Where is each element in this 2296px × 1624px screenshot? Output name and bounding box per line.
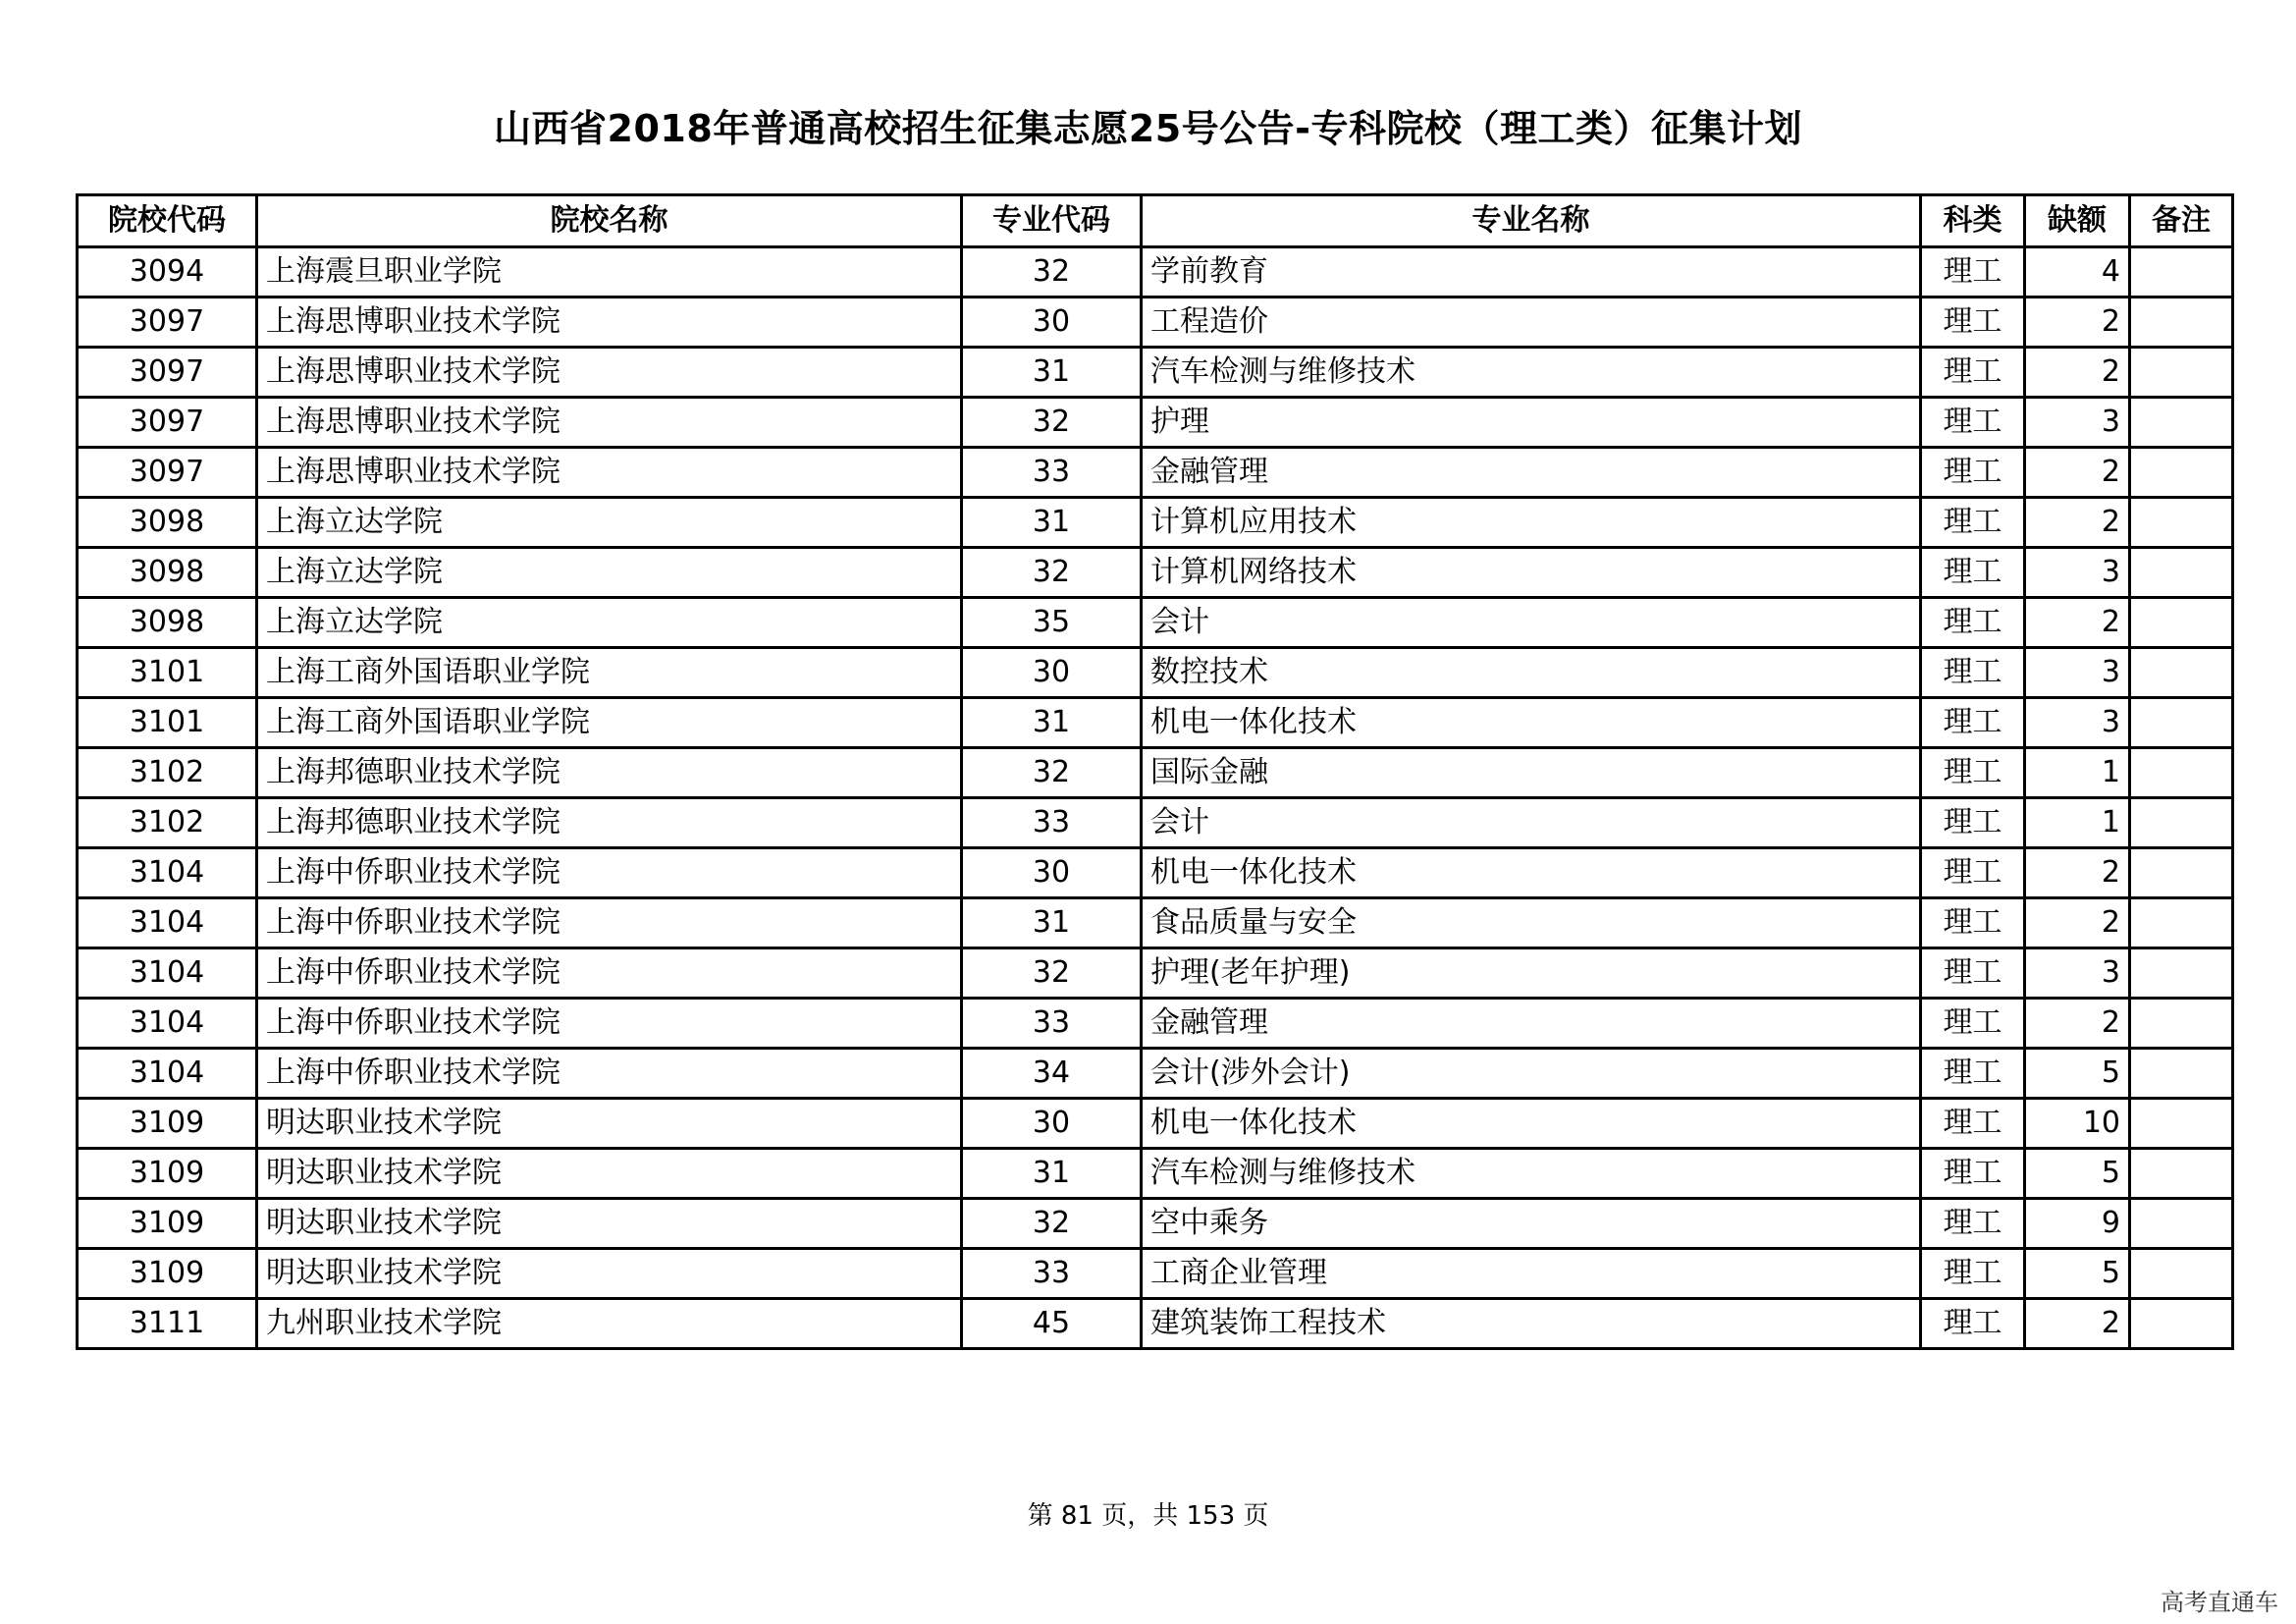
cell-note bbox=[2130, 448, 2233, 498]
cell-vacancy: 2 bbox=[2025, 898, 2130, 948]
table-row bbox=[78, 1249, 2233, 1299]
cell-vacancy: 2 bbox=[2025, 448, 2130, 498]
table-row bbox=[78, 848, 2233, 898]
cell-major-name: 护理 bbox=[1142, 398, 1921, 448]
cell-category: 理工 bbox=[1921, 698, 2025, 748]
cell-vacancy: 2 bbox=[2025, 1299, 2130, 1349]
cell-school-name: 上海立达学院 bbox=[257, 548, 962, 598]
table-row bbox=[78, 298, 2233, 348]
cell-school-name: 明达职业技术学院 bbox=[257, 1099, 962, 1149]
cell-major-code: 31 bbox=[962, 1149, 1142, 1199]
cell-category: 理工 bbox=[1921, 498, 2025, 548]
cell-vacancy: 3 bbox=[2025, 948, 2130, 999]
header-major-name: 专业名称 bbox=[1142, 195, 1921, 247]
cell-major-code: 30 bbox=[962, 648, 1142, 698]
cell-category: 理工 bbox=[1921, 1199, 2025, 1249]
cell-note bbox=[2130, 798, 2233, 848]
cell-vacancy: 3 bbox=[2025, 648, 2130, 698]
cell-category: 理工 bbox=[1921, 898, 2025, 948]
cell-major-name: 空中乘务 bbox=[1142, 1199, 1921, 1249]
page-title: 山西省2018年普通高校招生征集志愿25号公告-专科院校（理工类）征集计划 bbox=[494, 107, 1802, 150]
cell-major-code: 32 bbox=[962, 748, 1142, 798]
cell-vacancy: 5 bbox=[2025, 1149, 2130, 1199]
cell-vacancy: 1 bbox=[2025, 798, 2130, 848]
cell-school-code: 3101 bbox=[78, 648, 257, 698]
cell-note bbox=[2130, 498, 2233, 548]
cell-school-name: 上海思博职业技术学院 bbox=[257, 448, 962, 498]
page-footer: 第 81 页，共 153 页 bbox=[1027, 1501, 1269, 1531]
cell-school-name: 明达职业技术学院 bbox=[257, 1199, 962, 1249]
cell-major-name: 会计 bbox=[1142, 798, 1921, 848]
header-school-name: 院校名称 bbox=[257, 195, 962, 247]
cell-major-name: 金融管理 bbox=[1142, 999, 1921, 1049]
cell-school-code: 3104 bbox=[78, 848, 257, 898]
cell-school-name: 上海中侨职业技术学院 bbox=[257, 948, 962, 999]
cell-major-name: 工商企业管理 bbox=[1142, 1249, 1921, 1299]
cell-major-name: 机电一体化技术 bbox=[1142, 698, 1921, 748]
cell-category: 理工 bbox=[1921, 1049, 2025, 1099]
cell-school-name: 上海工商外国语职业学院 bbox=[257, 698, 962, 748]
cell-category: 理工 bbox=[1921, 1149, 2025, 1199]
cell-vacancy: 2 bbox=[2025, 848, 2130, 898]
cell-category: 理工 bbox=[1921, 648, 2025, 698]
cell-major-name: 计算机网络技术 bbox=[1142, 548, 1921, 598]
cell-note bbox=[2130, 948, 2233, 999]
header-category: 科类 bbox=[1921, 195, 2025, 247]
cell-major-code: 31 bbox=[962, 698, 1142, 748]
cell-note bbox=[2130, 247, 2233, 298]
cell-school-code: 3097 bbox=[78, 448, 257, 498]
cell-vacancy: 9 bbox=[2025, 1199, 2130, 1249]
cell-note bbox=[2130, 999, 2233, 1049]
cell-major-name: 食品质量与安全 bbox=[1142, 898, 1921, 948]
cell-school-name: 上海震旦职业学院 bbox=[257, 247, 962, 298]
cell-school-code: 3098 bbox=[78, 548, 257, 598]
cell-category: 理工 bbox=[1921, 1249, 2025, 1299]
cell-vacancy: 2 bbox=[2025, 498, 2130, 548]
cell-school-code: 3104 bbox=[78, 1049, 257, 1099]
cell-major-code: 30 bbox=[962, 1099, 1142, 1149]
cell-major-code: 34 bbox=[962, 1049, 1142, 1099]
cell-major-code: 33 bbox=[962, 1249, 1142, 1299]
cell-note bbox=[2130, 1299, 2233, 1349]
table-row bbox=[78, 598, 2233, 648]
cell-note bbox=[2130, 1149, 2233, 1199]
cell-category: 理工 bbox=[1921, 1099, 2025, 1149]
cell-major-code: 30 bbox=[962, 298, 1142, 348]
header-note: 备注 bbox=[2130, 195, 2233, 247]
table-row bbox=[78, 898, 2233, 948]
cell-vacancy: 10 bbox=[2025, 1099, 2130, 1149]
cell-major-name: 机电一体化技术 bbox=[1142, 1099, 1921, 1149]
cell-school-name: 上海中侨职业技术学院 bbox=[257, 848, 962, 898]
cell-school-code: 3109 bbox=[78, 1199, 257, 1249]
enrollment-plan-table bbox=[76, 193, 2234, 1350]
table-header-row bbox=[78, 195, 2233, 247]
cell-school-code: 3109 bbox=[78, 1149, 257, 1199]
table-row bbox=[78, 648, 2233, 698]
cell-vacancy: 2 bbox=[2025, 348, 2130, 398]
cell-major-name: 国际金融 bbox=[1142, 748, 1921, 798]
cell-vacancy: 4 bbox=[2025, 247, 2130, 298]
cell-major-name: 数控技术 bbox=[1142, 648, 1921, 698]
cell-school-name: 上海思博职业技术学院 bbox=[257, 398, 962, 448]
cell-school-code: 3097 bbox=[78, 298, 257, 348]
cell-note bbox=[2130, 648, 2233, 698]
cell-school-name: 上海邦德职业技术学院 bbox=[257, 748, 962, 798]
cell-major-code: 33 bbox=[962, 999, 1142, 1049]
cell-note bbox=[2130, 1199, 2233, 1249]
cell-major-code: 33 bbox=[962, 798, 1142, 848]
cell-vacancy: 3 bbox=[2025, 548, 2130, 598]
cell-major-code: 31 bbox=[962, 348, 1142, 398]
cell-major-name: 工程造价 bbox=[1142, 298, 1921, 348]
cell-category: 理工 bbox=[1921, 948, 2025, 999]
cell-school-code: 3098 bbox=[78, 598, 257, 648]
table-row bbox=[78, 348, 2233, 398]
table-row bbox=[78, 1099, 2233, 1149]
cell-major-name: 建筑装饰工程技术 bbox=[1142, 1299, 1921, 1349]
cell-vacancy: 1 bbox=[2025, 748, 2130, 798]
cell-note bbox=[2130, 848, 2233, 898]
cell-major-code: 32 bbox=[962, 247, 1142, 298]
cell-note bbox=[2130, 1099, 2233, 1149]
cell-school-code: 3097 bbox=[78, 348, 257, 398]
cell-category: 理工 bbox=[1921, 398, 2025, 448]
table-row bbox=[78, 498, 2233, 548]
table-row bbox=[78, 1299, 2233, 1349]
cell-category: 理工 bbox=[1921, 748, 2025, 798]
cell-school-code: 3109 bbox=[78, 1249, 257, 1299]
cell-major-code: 32 bbox=[962, 1199, 1142, 1249]
cell-note bbox=[2130, 348, 2233, 398]
watermark: 高考直通车 bbox=[2161, 1589, 2278, 1616]
cell-major-code: 45 bbox=[962, 1299, 1142, 1349]
cell-school-name: 上海立达学院 bbox=[257, 498, 962, 548]
cell-school-code: 3109 bbox=[78, 1099, 257, 1149]
cell-major-code: 31 bbox=[962, 898, 1142, 948]
cell-school-code: 3104 bbox=[78, 999, 257, 1049]
cell-major-name: 金融管理 bbox=[1142, 448, 1921, 498]
cell-major-name: 会计 bbox=[1142, 598, 1921, 648]
cell-category: 理工 bbox=[1921, 798, 2025, 848]
table-row bbox=[78, 398, 2233, 448]
cell-vacancy: 2 bbox=[2025, 298, 2130, 348]
cell-school-code: 3094 bbox=[78, 247, 257, 298]
header-major-code: 专业代码 bbox=[962, 195, 1142, 247]
cell-note bbox=[2130, 1249, 2233, 1299]
table-row bbox=[78, 448, 2233, 498]
cell-category: 理工 bbox=[1921, 348, 2025, 398]
header-vacancy: 缺额 bbox=[2025, 195, 2130, 247]
table-row bbox=[78, 698, 2233, 748]
table-row bbox=[78, 748, 2233, 798]
table-row bbox=[78, 548, 2233, 598]
table-row bbox=[78, 247, 2233, 298]
cell-note bbox=[2130, 548, 2233, 598]
cell-major-code: 32 bbox=[962, 948, 1142, 999]
cell-school-code: 3098 bbox=[78, 498, 257, 548]
cell-school-name: 上海立达学院 bbox=[257, 598, 962, 648]
cell-note bbox=[2130, 598, 2233, 648]
cell-category: 理工 bbox=[1921, 1299, 2025, 1349]
cell-major-code: 32 bbox=[962, 398, 1142, 448]
cell-note bbox=[2130, 898, 2233, 948]
cell-school-name: 上海邦德职业技术学院 bbox=[257, 798, 962, 848]
cell-vacancy: 5 bbox=[2025, 1049, 2130, 1099]
cell-school-code: 3101 bbox=[78, 698, 257, 748]
table-row bbox=[78, 1149, 2233, 1199]
cell-school-code: 3104 bbox=[78, 898, 257, 948]
cell-vacancy: 5 bbox=[2025, 1249, 2130, 1299]
cell-note bbox=[2130, 1049, 2233, 1099]
cell-school-name: 上海思博职业技术学院 bbox=[257, 348, 962, 398]
cell-school-code: 3097 bbox=[78, 398, 257, 448]
table-row bbox=[78, 1199, 2233, 1249]
cell-major-name: 学前教育 bbox=[1142, 247, 1921, 298]
cell-major-name: 计算机应用技术 bbox=[1142, 498, 1921, 548]
cell-school-name: 上海思博职业技术学院 bbox=[257, 298, 962, 348]
cell-school-code: 3102 bbox=[78, 798, 257, 848]
cell-category: 理工 bbox=[1921, 247, 2025, 298]
table-row bbox=[78, 1049, 2233, 1099]
cell-school-code: 3111 bbox=[78, 1299, 257, 1349]
cell-school-name: 上海中侨职业技术学院 bbox=[257, 999, 962, 1049]
cell-major-name: 汽车检测与维修技术 bbox=[1142, 348, 1921, 398]
cell-note bbox=[2130, 298, 2233, 348]
cell-category: 理工 bbox=[1921, 548, 2025, 598]
table-row bbox=[78, 948, 2233, 999]
cell-school-code: 3102 bbox=[78, 748, 257, 798]
cell-school-name: 上海工商外国语职业学院 bbox=[257, 648, 962, 698]
cell-major-code: 30 bbox=[962, 848, 1142, 898]
cell-vacancy: 3 bbox=[2025, 398, 2130, 448]
cell-category: 理工 bbox=[1921, 999, 2025, 1049]
cell-school-name: 上海中侨职业技术学院 bbox=[257, 1049, 962, 1099]
cell-major-name: 汽车检测与维修技术 bbox=[1142, 1149, 1921, 1199]
cell-note bbox=[2130, 698, 2233, 748]
cell-category: 理工 bbox=[1921, 298, 2025, 348]
cell-note bbox=[2130, 398, 2233, 448]
cell-school-name: 上海中侨职业技术学院 bbox=[257, 898, 962, 948]
cell-major-code: 32 bbox=[962, 548, 1142, 598]
cell-major-name: 机电一体化技术 bbox=[1142, 848, 1921, 898]
cell-vacancy: 2 bbox=[2025, 999, 2130, 1049]
cell-category: 理工 bbox=[1921, 448, 2025, 498]
cell-school-name: 九州职业技术学院 bbox=[257, 1299, 962, 1349]
table-row bbox=[78, 999, 2233, 1049]
table-row bbox=[78, 798, 2233, 848]
cell-school-code: 3104 bbox=[78, 948, 257, 999]
cell-note bbox=[2130, 748, 2233, 798]
cell-vacancy: 3 bbox=[2025, 698, 2130, 748]
cell-school-name: 明达职业技术学院 bbox=[257, 1249, 962, 1299]
cell-major-code: 31 bbox=[962, 498, 1142, 548]
header-school-code: 院校代码 bbox=[78, 195, 257, 247]
cell-major-name: 会计(涉外会计) bbox=[1142, 1049, 1921, 1099]
cell-category: 理工 bbox=[1921, 598, 2025, 648]
cell-major-name: 护理(老年护理) bbox=[1142, 948, 1921, 999]
cell-major-code: 33 bbox=[962, 448, 1142, 498]
cell-vacancy: 2 bbox=[2025, 598, 2130, 648]
cell-major-code: 35 bbox=[962, 598, 1142, 648]
cell-category: 理工 bbox=[1921, 848, 2025, 898]
cell-school-name: 明达职业技术学院 bbox=[257, 1149, 962, 1199]
